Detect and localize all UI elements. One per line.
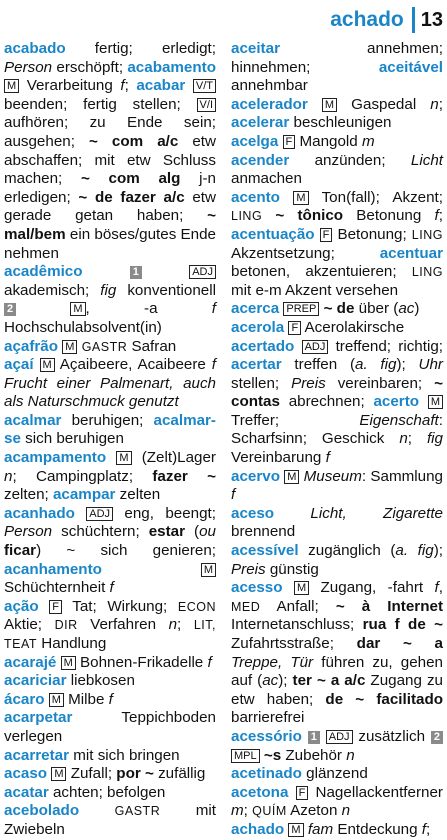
entry-text: ter ~ a a/c: [292, 672, 366, 690]
entry-text: f: [211, 300, 216, 318]
dictionary-entry: [4, 505, 216, 598]
entry-text: QUÍM: [252, 804, 287, 819]
entry-text: ~s: [263, 746, 282, 764]
entry-text: ; Campingplatz;: [12, 467, 153, 485]
headword: acessível: [231, 542, 299, 560]
entry-text: Zugang zu etw haben;: [231, 672, 443, 708]
entry-text: akademisch;: [4, 281, 101, 299]
entry-text: (: [185, 523, 200, 541]
entry-text: LING: [231, 209, 263, 224]
dictionary-entry: [4, 40, 216, 263]
entry-text: n: [399, 430, 408, 448]
entry-text: LING: [411, 265, 443, 280]
entry-text: j-n erledigen;: [4, 170, 216, 206]
dictionary-entry: [231, 468, 443, 505]
entry-text: Betonung: [343, 207, 435, 225]
entry-text: konventionell: [116, 281, 216, 299]
dictionary-entry: [231, 40, 443, 96]
dictionary-entry: [231, 542, 443, 579]
entry-text: zufällig: [153, 765, 206, 783]
entry-text: fig: [100, 281, 117, 299]
entry-text: f: [109, 579, 114, 597]
entry-text: ~ à Internet: [335, 597, 444, 615]
entry-text: LIT, TEAT: [4, 618, 216, 651]
entry-text: Vereinbarung: [231, 449, 326, 467]
entry-text: Anfall;: [260, 597, 336, 615]
headword: acalmar: [4, 411, 62, 429]
entry-text: anzünden;: [289, 151, 411, 169]
sense-number: 2: [4, 303, 16, 316]
entry-text: [83, 263, 130, 280]
entry-text: achten; befolgen: [48, 783, 166, 801]
headword: acentuar: [379, 244, 443, 262]
entry-text: Ton(fall); Akzent;: [308, 188, 443, 206]
pos-label: M: [293, 191, 308, 205]
headword: acelga: [231, 132, 279, 150]
entry-text: ;: [426, 820, 431, 838]
entry-text: [79, 802, 115, 819]
dictionary-entry: [4, 598, 216, 654]
headword: acabar: [136, 77, 186, 95]
entry-text: Tat; Wirkung;: [61, 597, 178, 615]
entry-text: Akzentsetzung;: [231, 244, 380, 262]
entry-text: fig: [426, 430, 443, 448]
headword: acampar: [52, 486, 116, 504]
pos-label: M: [4, 79, 19, 93]
dictionary-entry: [4, 449, 216, 505]
headword: ácaro: [4, 690, 45, 708]
entry-text: eng, beengt;: [113, 504, 216, 522]
entry-text: Verarbeitung: [19, 77, 121, 95]
pos-label: M: [288, 823, 303, 837]
pos-label: M: [284, 470, 299, 484]
entry-text: f: [108, 690, 113, 708]
dictionary-entry: [4, 654, 216, 673]
entry-text: LING: [411, 227, 443, 242]
entry-text: stellen;: [231, 374, 292, 392]
pos-label: M: [49, 693, 64, 707]
entry-text: rua f de ~: [362, 616, 443, 634]
entry-text: treffen (: [281, 356, 356, 374]
entry-text: Treffer;: [231, 411, 360, 429]
entry-text: ;: [438, 95, 443, 113]
entry-text: Acerolakirsche: [301, 318, 405, 336]
dictionary-entry: [4, 784, 216, 803]
headword: acentuação: [231, 225, 315, 243]
entry-text: n: [341, 802, 351, 820]
entry-text: [75, 505, 86, 522]
dictionary-entry: [231, 765, 443, 784]
dictionary-entry: [231, 821, 443, 840]
entry-text: etw abschaffen; mit etw Schluss machen;: [4, 132, 216, 188]
entry-text: [102, 561, 201, 578]
guide-word: achado: [330, 8, 404, 31]
entry-text: mit sich bringen: [69, 746, 180, 764]
headword: açaí: [4, 356, 34, 374]
entry-text: f: [231, 486, 236, 504]
headword: açafrão: [4, 337, 59, 355]
dictionary-entry: [231, 152, 443, 189]
headword: acariciar: [4, 672, 67, 690]
dictionary-entry: [231, 300, 443, 319]
entry-text: ;: [177, 616, 194, 634]
entry-text: Museum: [303, 467, 362, 485]
headword: acerca: [231, 300, 280, 318]
entry-text: Hochschulabsolvent(in): [4, 318, 162, 336]
dictionary-entry: [231, 728, 443, 765]
headword: acabado: [4, 40, 66, 57]
headword: acesso: [231, 579, 283, 597]
entry-text: f: [207, 653, 212, 671]
headword: acalmar-se: [4, 411, 216, 448]
entry-text: m: [361, 132, 375, 150]
entry-text: mit e-m Akzent versehen: [231, 281, 399, 299]
dictionary-entry: [231, 579, 443, 728]
entry-text: Safran: [127, 337, 177, 355]
entry-text: zelten;: [4, 486, 53, 504]
entry-text: ~ contas: [231, 374, 443, 411]
entry-text: por ~: [116, 765, 154, 783]
headword: acaso: [4, 765, 48, 783]
entry-text: Treppe, Tür: [231, 653, 314, 671]
entry-text: Schüchternheit: [4, 579, 110, 597]
entry-text: estar: [148, 523, 186, 541]
entry-text: ~ mal/bem: [4, 207, 216, 243]
pos-label: F: [49, 600, 62, 614]
dictionary-entry: [4, 672, 216, 691]
entry-text: GASTR: [114, 804, 161, 819]
headword: acetinado: [231, 765, 302, 783]
entry-text: [280, 189, 293, 206]
entry-text: Licht: [410, 151, 443, 169]
entry-text: beruhigen;: [61, 411, 154, 429]
entry-text: [274, 505, 310, 522]
headword: aceitável: [378, 58, 443, 76]
headword: acervo: [231, 467, 280, 485]
entry-text: m: [231, 802, 244, 820]
entry-text: vereinbaren;: [325, 374, 435, 392]
entry-text: Betonung;: [332, 225, 412, 243]
entry-text: ;: [407, 430, 427, 448]
header-divider: [412, 7, 415, 33]
entry-text: ,: [438, 579, 443, 597]
entry-text: [142, 263, 189, 280]
dictionary-entry: [231, 319, 443, 338]
entry-text: ~ de: [323, 300, 355, 318]
pos-label: PREP: [283, 302, 319, 316]
dictionary-entry: [4, 765, 216, 784]
headword: acanhamento: [4, 560, 102, 578]
entry-text: fam: [307, 820, 334, 838]
entry-text: etw gerade getan haben;: [4, 188, 216, 225]
entry-text: ) ~ sich genieren;: [36, 542, 216, 560]
entry-text: Eigenschaft: [359, 411, 439, 429]
dictionary-entry: [231, 189, 443, 301]
entry-text: ficar: [4, 542, 37, 560]
entry-text: Bohnen-Frikadelle: [75, 653, 208, 671]
entry-text: barrierefrei: [231, 709, 305, 727]
entry-text: : Scharfsinn; Geschick: [231, 411, 443, 448]
pos-label: M: [62, 340, 77, 354]
headword: acetona: [231, 783, 289, 801]
pos-label: M: [61, 656, 76, 670]
entry-text: ECON: [177, 599, 216, 614]
entry-text: Azeton: [286, 802, 342, 820]
entry-text: Licht, Zigarette: [310, 504, 443, 522]
headword: acebolado: [4, 802, 80, 820]
headword: aceso: [231, 504, 275, 522]
entry-text: n: [346, 746, 355, 764]
sense-number: 1: [308, 731, 320, 744]
dictionary-entry: [231, 505, 443, 542]
entry-text: Aktie;: [4, 616, 55, 634]
entry-text: ~ de fazer a/c: [78, 188, 185, 206]
entry-text: Milbe: [63, 690, 109, 708]
entry-text: betonen, akzentuieren;: [231, 263, 412, 281]
entry-text: f: [434, 579, 439, 597]
entry-text: zugänglich (: [298, 542, 396, 560]
pos-label: F: [288, 321, 301, 335]
dictionary-entry: [231, 96, 443, 133]
headword: acerola: [231, 318, 285, 336]
entry-text: abrechnen;: [279, 393, 374, 411]
entry-text: de ~ facilitado: [325, 690, 444, 708]
entry-text: f: [421, 820, 427, 838]
entry-text: Zubehör: [281, 746, 347, 764]
pos-label: M: [201, 563, 216, 577]
entry-text: ~ com alg: [80, 170, 181, 188]
entry-text: (Zelt)Lager: [131, 449, 216, 467]
dictionary-entry: [231, 133, 443, 152]
entry-text: Zugang, -fahrt: [309, 579, 435, 597]
entry-text: Frucht einer Palmenart, auch als Naturschmuck genutzt: [4, 374, 216, 411]
pos-label: M: [294, 581, 309, 595]
entry-text: [419, 393, 428, 410]
headword: acessório: [231, 727, 302, 745]
entry-text: zelten: [115, 486, 161, 504]
entry-text: Person: [4, 58, 53, 76]
entry-text: Teppichboden verlegen: [4, 709, 216, 745]
pos-label: M: [70, 302, 85, 316]
sense-number: 1: [130, 266, 142, 279]
entry-text: mit Zwiebeln: [4, 802, 216, 838]
entry-text: );: [433, 542, 443, 560]
pos-label: ADJ: [302, 340, 329, 354]
entry-text: brennend: [231, 523, 296, 541]
entry-text: f: [120, 77, 125, 95]
dictionary-entry: [4, 412, 216, 449]
entry-text: günstig: [265, 560, 319, 578]
entry-text: [185, 77, 193, 94]
entry-text: ou: [199, 523, 217, 541]
entry-text: Uhr: [418, 356, 443, 374]
entry-text: Internetanschluss;: [231, 616, 363, 634]
entry-text: ;: [124, 77, 137, 95]
headword: acender: [231, 151, 290, 169]
headword: acertado: [231, 337, 295, 355]
entry-text: zusätzlich: [352, 727, 431, 745]
entry-text: f: [211, 356, 216, 374]
entry-text: n: [430, 95, 439, 113]
pos-label: F: [283, 135, 296, 149]
entry-text: über (: [354, 300, 399, 318]
entry-text: a. fig: [355, 356, 397, 374]
entry-text: f: [325, 449, 330, 467]
headword: acerto: [373, 393, 420, 411]
entry-text: [262, 207, 275, 224]
headword: acarretar: [4, 746, 70, 764]
dictionary-entry: [4, 263, 216, 337]
pos-label: V/T: [193, 79, 216, 93]
dictionary-entry: [4, 709, 216, 746]
entry-text: führen zu, gehen auf (: [231, 653, 443, 690]
entry-text: ein böses/gutes Ende nehmen: [4, 225, 216, 262]
entry-text: GASTR: [81, 339, 128, 354]
headword: acarpetar: [4, 709, 73, 727]
pos-label: M: [40, 358, 55, 372]
pos-label: V/I: [197, 98, 216, 112]
entry-text: , -a: [85, 300, 212, 318]
entry-text: liebkosen: [66, 672, 135, 690]
entry-text: annehmbar: [231, 77, 308, 95]
entry-text: Nagellackentferner: [308, 783, 443, 801]
pos-label: M: [51, 767, 66, 781]
dictionary-entry: [231, 338, 443, 468]
entry-text: ac: [262, 672, 279, 690]
entry-text: treffend; richtig;: [328, 337, 443, 355]
entry-text: [106, 449, 116, 466]
pos-label: MPL: [231, 749, 260, 763]
headword: aceitar: [231, 40, 280, 57]
pos-label: ADJ: [326, 730, 353, 744]
pos-label: M: [322, 98, 337, 112]
headword: acanhado: [4, 504, 75, 522]
entry-text: DIR: [54, 618, 78, 633]
entry-text: ac: [398, 300, 415, 318]
entry-text: ;: [438, 207, 443, 225]
entry-text: [39, 598, 50, 615]
entry-text: glänzend: [301, 765, 368, 783]
entry-text: fertig; erledigt;: [65, 40, 216, 57]
pos-label: ADJ: [86, 507, 113, 521]
headword: acelerador: [231, 95, 308, 113]
headword: acabamento: [127, 58, 216, 76]
entry-text: Verfahren: [77, 616, 169, 634]
entry-text: [16, 300, 70, 317]
page-number: 13: [420, 8, 443, 31]
entry-text: Preis: [291, 374, 326, 392]
headword: acertar: [231, 356, 282, 374]
headword: acadêmico: [4, 263, 83, 281]
entry-text: Zufall;: [66, 765, 117, 783]
entry-text: sich beruhigen: [20, 430, 124, 448]
entry-text: anmachen: [231, 170, 302, 188]
entry-text: [308, 96, 322, 113]
dictionary-entry: [4, 802, 216, 839]
entry-text: Entdeckung: [333, 820, 422, 838]
entry-text: Zufahrtsstraße;: [231, 635, 357, 652]
entry-text: Açaibeere, Acaibeere: [54, 356, 212, 374]
entry-text: beenden; fertig stellen;: [4, 95, 197, 113]
pos-label: M: [116, 451, 131, 465]
entry-text: a. fig: [395, 542, 434, 560]
headword: acampamento: [4, 449, 107, 467]
pos-label: F: [320, 228, 333, 242]
entry-text: n: [4, 467, 13, 485]
pos-label: F: [296, 786, 309, 800]
dictionary-entry: [4, 691, 216, 710]
headword: achado: [231, 820, 285, 838]
entry-text: : Sammlung: [361, 467, 443, 485]
entry-text: n: [168, 616, 178, 634]
entry-text: aufhören; zu Ende sein; ausgehen;: [4, 114, 216, 150]
dictionary-entry: [4, 747, 216, 766]
pos-label: ADJ: [189, 265, 216, 279]
pos-label: M: [428, 395, 443, 409]
entry-text: Person: [4, 523, 53, 541]
entry-text: );: [278, 672, 293, 690]
dictionary-entry: [4, 356, 216, 412]
entry-text: f: [434, 207, 439, 225]
headword: acelerar: [231, 114, 290, 132]
entry-text: fazer ~: [152, 467, 216, 485]
entry-text: ): [414, 300, 420, 318]
headword: acarajé: [4, 653, 57, 671]
entry-text: Handlung: [37, 635, 107, 652]
entry-text: ~ tônico: [275, 207, 344, 225]
entry-text: dar ~ a: [356, 635, 443, 652]
entry-text: [288, 784, 295, 801]
entry-text: schüchtern;: [52, 523, 149, 541]
headword: acatar: [4, 783, 49, 801]
sense-number: 2: [431, 731, 443, 744]
dictionary-entry: [4, 338, 216, 357]
dictionary-entry: [231, 784, 443, 821]
entry-text: );: [396, 356, 419, 374]
entry-text: erschöpft;: [52, 58, 128, 76]
entry-text: [283, 579, 294, 596]
entry-text: [294, 338, 301, 355]
page-header: [330, 6, 443, 34]
entry-text: MED: [231, 599, 261, 614]
entry-text: Gaspedal: [337, 95, 431, 113]
entry-text: ~ com a/c: [89, 132, 179, 150]
entry-text: beschleunigen: [289, 114, 392, 132]
entry-text: ;: [243, 802, 253, 820]
entry-text: annehmen; hinnehmen;: [231, 40, 443, 76]
headword: acento: [231, 188, 280, 206]
headword: ação: [4, 597, 39, 615]
entry-text: Preis: [231, 560, 266, 578]
entry-text: Mangold: [295, 132, 362, 150]
